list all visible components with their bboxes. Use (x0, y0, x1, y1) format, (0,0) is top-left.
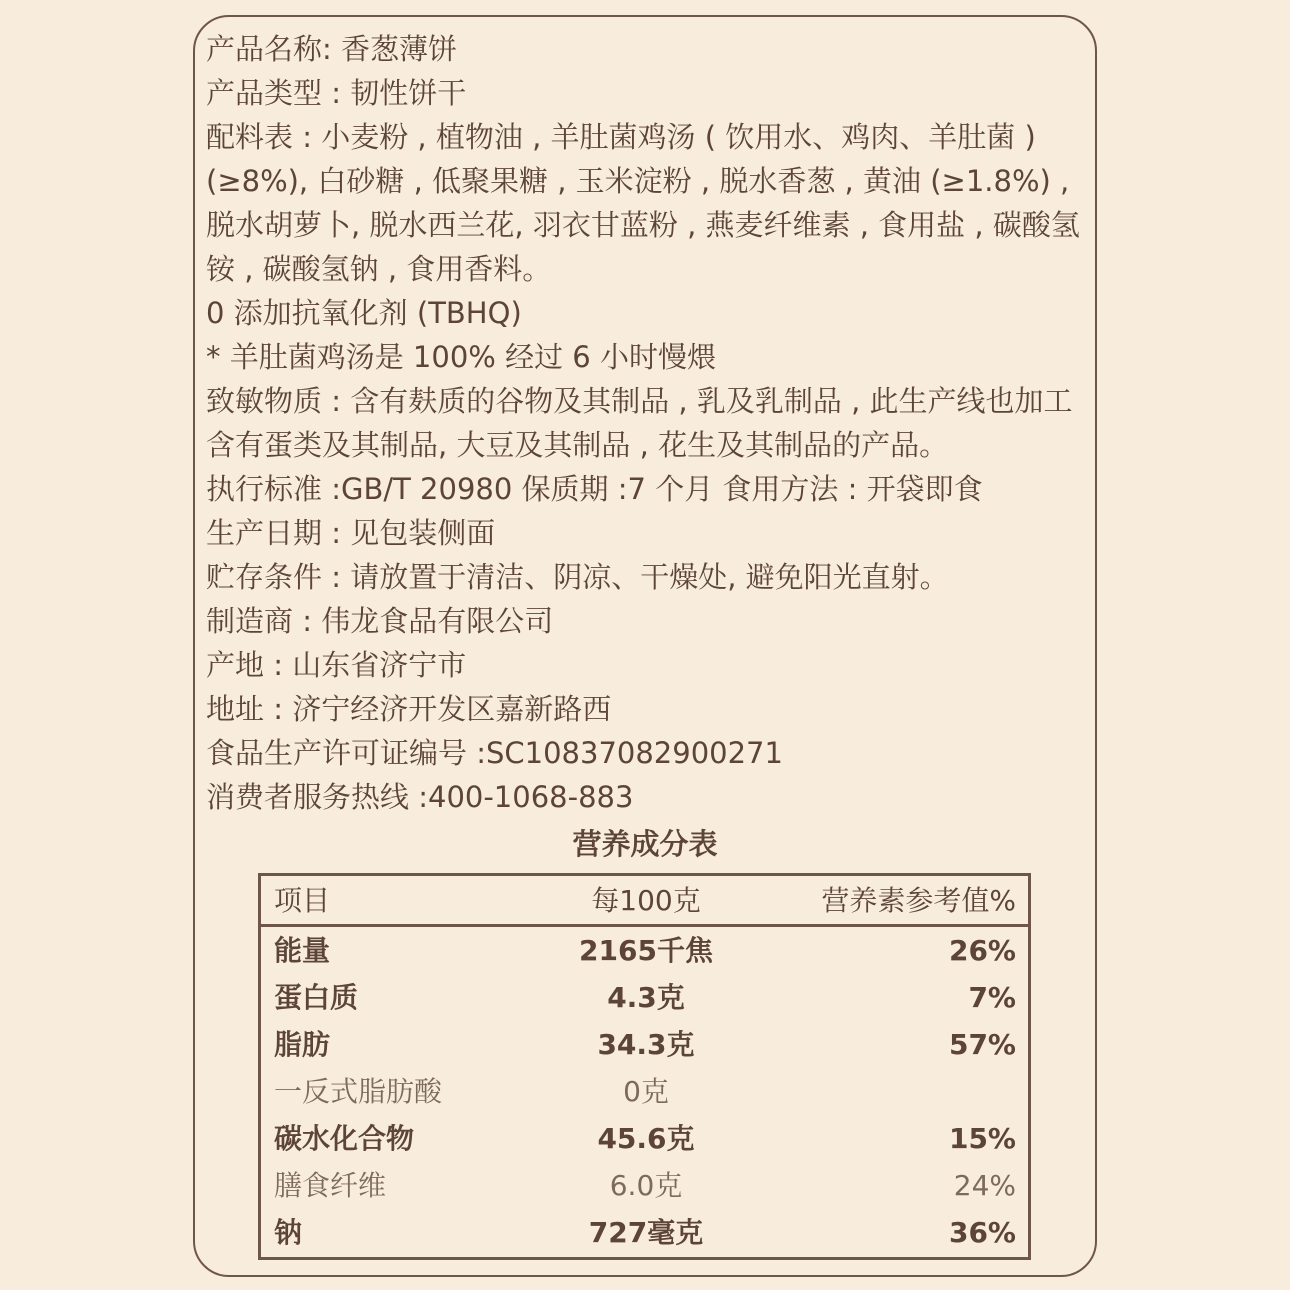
no-additive-note: 0 添加抗氧化剂 (TBHQ) (206, 296, 522, 330)
product-info (206, 27, 1090, 819)
row-value: 727毫克 (588, 1216, 704, 1249)
nutrition-header-row (261, 878, 1028, 924)
product-name: 产品名称: 香葱薄饼 (206, 32, 457, 66)
header-item: 项目 (274, 884, 331, 917)
row-name: 膳食纤维 (274, 1169, 387, 1202)
storage-conditions: 贮存条件 : 请放置于清洁、阴凉、干燥处, 避免阳光直射。 (206, 560, 949, 594)
manufacturer: 制造商 : 伟龙食品有限公司 (206, 604, 554, 638)
header-nrv: 营养素参考值% (821, 884, 1016, 917)
nutrition-row-fat (261, 1022, 1028, 1068)
nutrition-row-protein (261, 975, 1028, 1021)
row-value: 6.0克 (609, 1169, 683, 1202)
allergens: 致敏物质 : 含有麸质的谷物及其制品 , 乳及乳制品 , 此生产线也加工含有蛋类及其制品, 大豆及其制品 , 花生及其制品的产品。 (206, 384, 1073, 462)
service-hotline: 消费者服务热线 :400-1068-883 (206, 780, 634, 814)
row-name: 脂肪 (274, 1028, 331, 1061)
row-name: 钠 (274, 1216, 303, 1249)
nutrition-row-trans-fat (261, 1069, 1028, 1115)
origin: 产地 : 山东省济宁市 (206, 648, 467, 682)
standard-shelf-life-usage: 执行标准 :GB/T 20980 保质期 :7 个月 食用方法 : 开袋即食 (206, 472, 983, 506)
row-nrv: 36% (948, 1216, 1016, 1249)
address: 地址 : 济宁经济开发区嘉新路西 (206, 692, 612, 726)
row-value: 2165千焦 (579, 934, 713, 967)
row-name: 碳水化合物 (274, 1122, 415, 1155)
header-per-100g: 每100克 (591, 884, 701, 917)
row-value: 4.3克 (607, 981, 685, 1014)
row-name: 能量 (274, 934, 331, 967)
nutrition-table (258, 873, 1031, 1260)
ingredients: 配料表 : 小麦粉 , 植物油 , 羊肚菌鸡汤 ( 饮用水、鸡肉、羊肚菌 )(≥8%), 白砂糖 , 低聚果糖 , 玉米淀粉 , 脱水香葱 , 黄油 (≥1.8%) , 脱水胡萝卜, 脱水西兰花, 羽衣甘蓝粉 , 燕麦纤维素 , 食用盐 , 碳酸氢铵 , 碳酸氢钠 , 食用香料。 (206, 120, 1080, 286)
row-nrv: 15% (948, 1122, 1016, 1155)
nutrition-row-fiber (261, 1163, 1028, 1209)
row-nrv: 7% (968, 981, 1016, 1014)
row-nrv: 57% (948, 1028, 1016, 1061)
row-nrv: 24% (953, 1169, 1016, 1202)
nutrition-table-title: 营养成分表 (572, 827, 718, 861)
row-value: 0克 (623, 1075, 669, 1108)
nutrition-row-sodium (261, 1210, 1028, 1256)
nutrition-row-energy (261, 928, 1028, 974)
nutrition-row-carbohydrate (261, 1116, 1028, 1162)
product-type: 产品类型 : 韧性饼干 (206, 76, 467, 110)
production-date: 生产日期 : 见包装侧面 (206, 516, 496, 550)
license-number: 食品生产许可证编号 :SC10837082900271 (206, 736, 783, 770)
row-value: 45.6克 (597, 1122, 695, 1155)
row-nrv: 26% (948, 934, 1016, 967)
row-value: 34.3克 (597, 1028, 695, 1061)
row-name: 一反式脂肪酸 (274, 1075, 443, 1108)
row-name: 蛋白质 (274, 981, 359, 1014)
header-divider (261, 924, 1028, 927)
soup-note: * 羊肚菌鸡汤是 100% 经过 6 小时慢煨 (206, 340, 716, 374)
